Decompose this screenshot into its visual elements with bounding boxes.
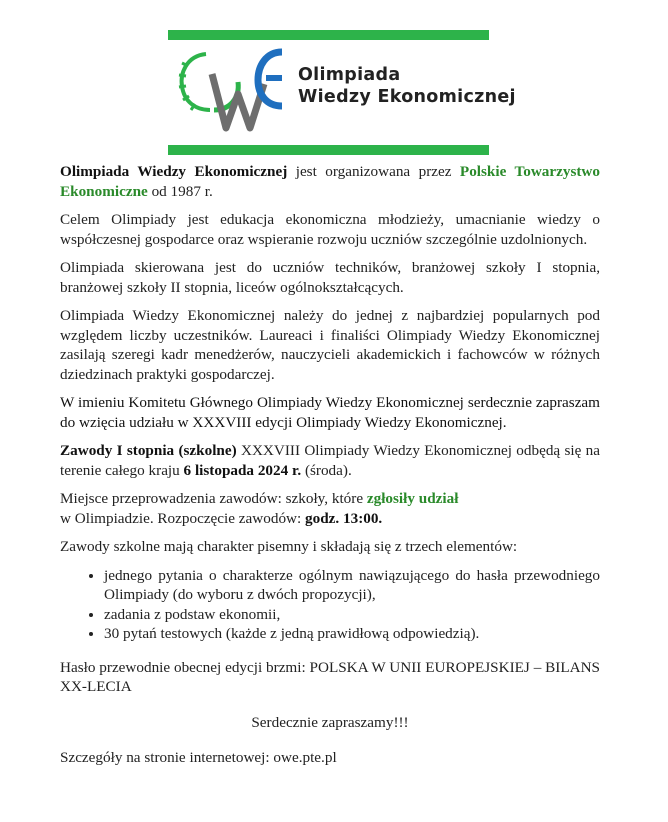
paragraph-audience: Olimpiada skierowana jest do uczniów techników, branżowej szkoły I stopnia, branżowej szkoły II stopnia, liceów ogólnokształcących. xyxy=(60,259,600,296)
list-item: • jednego pytania o charakterze ogólnym nawiązującego do hasła przewodniego Olimpiady (do wyboru z dwóch propozycji), xyxy=(104,566,600,605)
header-bottom-bar xyxy=(168,145,489,155)
elements-list xyxy=(60,566,600,644)
first-stage-label: Zawody I stopnia (szkolne) xyxy=(60,442,237,459)
paragraph-location xyxy=(60,489,600,528)
first-stage-date: 6 listopada 2024 r. xyxy=(183,461,302,479)
location-text-2: w Olimpiadzie. Rozpoczęcie zawodów: xyxy=(60,509,306,527)
logo-line-1: Olimpiada xyxy=(298,65,401,85)
intro-text-2: od 1987 r. xyxy=(147,182,213,200)
start-time: godz. 13:00. xyxy=(305,509,383,527)
pte-name: Polskie Towarzystwo Ekonomiczne xyxy=(60,163,600,200)
paragraph-intro xyxy=(60,162,600,201)
registered-link[interactable]: zgłosiły udział xyxy=(366,490,459,507)
document-body xyxy=(60,162,600,777)
header-top-bar xyxy=(168,30,489,40)
logo-wordmark xyxy=(298,64,516,108)
paragraph-website: Szczegóły na stronie internetowej: owe.pte.pl xyxy=(60,749,337,766)
paragraph-motto: Hasło przewodnie obecnej edycji brzmi: POLSKA W UNII EUROPEJSKIEJ – BILANS XX-LECIA xyxy=(60,658,600,695)
olympiad-name: Olimpiada Wiedzy Ekonomicznej xyxy=(60,163,288,180)
paragraph-goal: Celem Olimpiady jest edukacja ekonomiczna młodzieży, umacnianie wiedzy o współczesnej gospodarce oraz wspieranie rozwoju uczniów szczególnie uzdolnionych. xyxy=(60,211,600,248)
paragraph-invitation: W imieniu Komitetu Głównego Olimpiady Wiedzy Ekonomicznej serdecznie zapraszam do wzięcia udziału w XXXVIII edycji Olimpiady Wiedzy Ekonomicznej. xyxy=(60,394,600,431)
paragraph-popularity: Olimpiada Wiedzy Ekonomicznej należy do jednej z najbardziej popularnych pod względem liczby uczestników. Laureaci i finaliści Olimpiady Wiedzy Ekonomicznej zasilają szeregi kadr menedżerów, nauczycieli akademickich i fachowców w różnych dziedzinach praktyki gospodarczej. xyxy=(60,307,600,383)
first-stage-day: (środa). xyxy=(301,461,352,479)
first-stage-text: XXXVIII Olimpiady Wiedzy Ekonomicznej odbędą się na terenie całego kraju xyxy=(60,442,601,479)
paragraph-format: Zawody szkolne mają charakter pisemny i składają się z trzech elementów: xyxy=(60,538,518,555)
intro-text-1: jest organizowana przez xyxy=(287,163,460,180)
paragraph-first-stage xyxy=(60,441,600,480)
location-text-1: Miejsce przeprowadzenia zawodów: szkoły, które xyxy=(60,490,367,507)
logo-line-2: Wiedzy Ekonomicznej xyxy=(298,87,516,107)
list-item: • 30 pytań testowych (każde z jedną prawidłową odpowiedzią). xyxy=(104,624,600,644)
closing-invitation: Serdecznie zapraszamy!!! xyxy=(251,713,409,731)
list-item: • zadania z podstaw ekonomii, xyxy=(104,605,600,625)
